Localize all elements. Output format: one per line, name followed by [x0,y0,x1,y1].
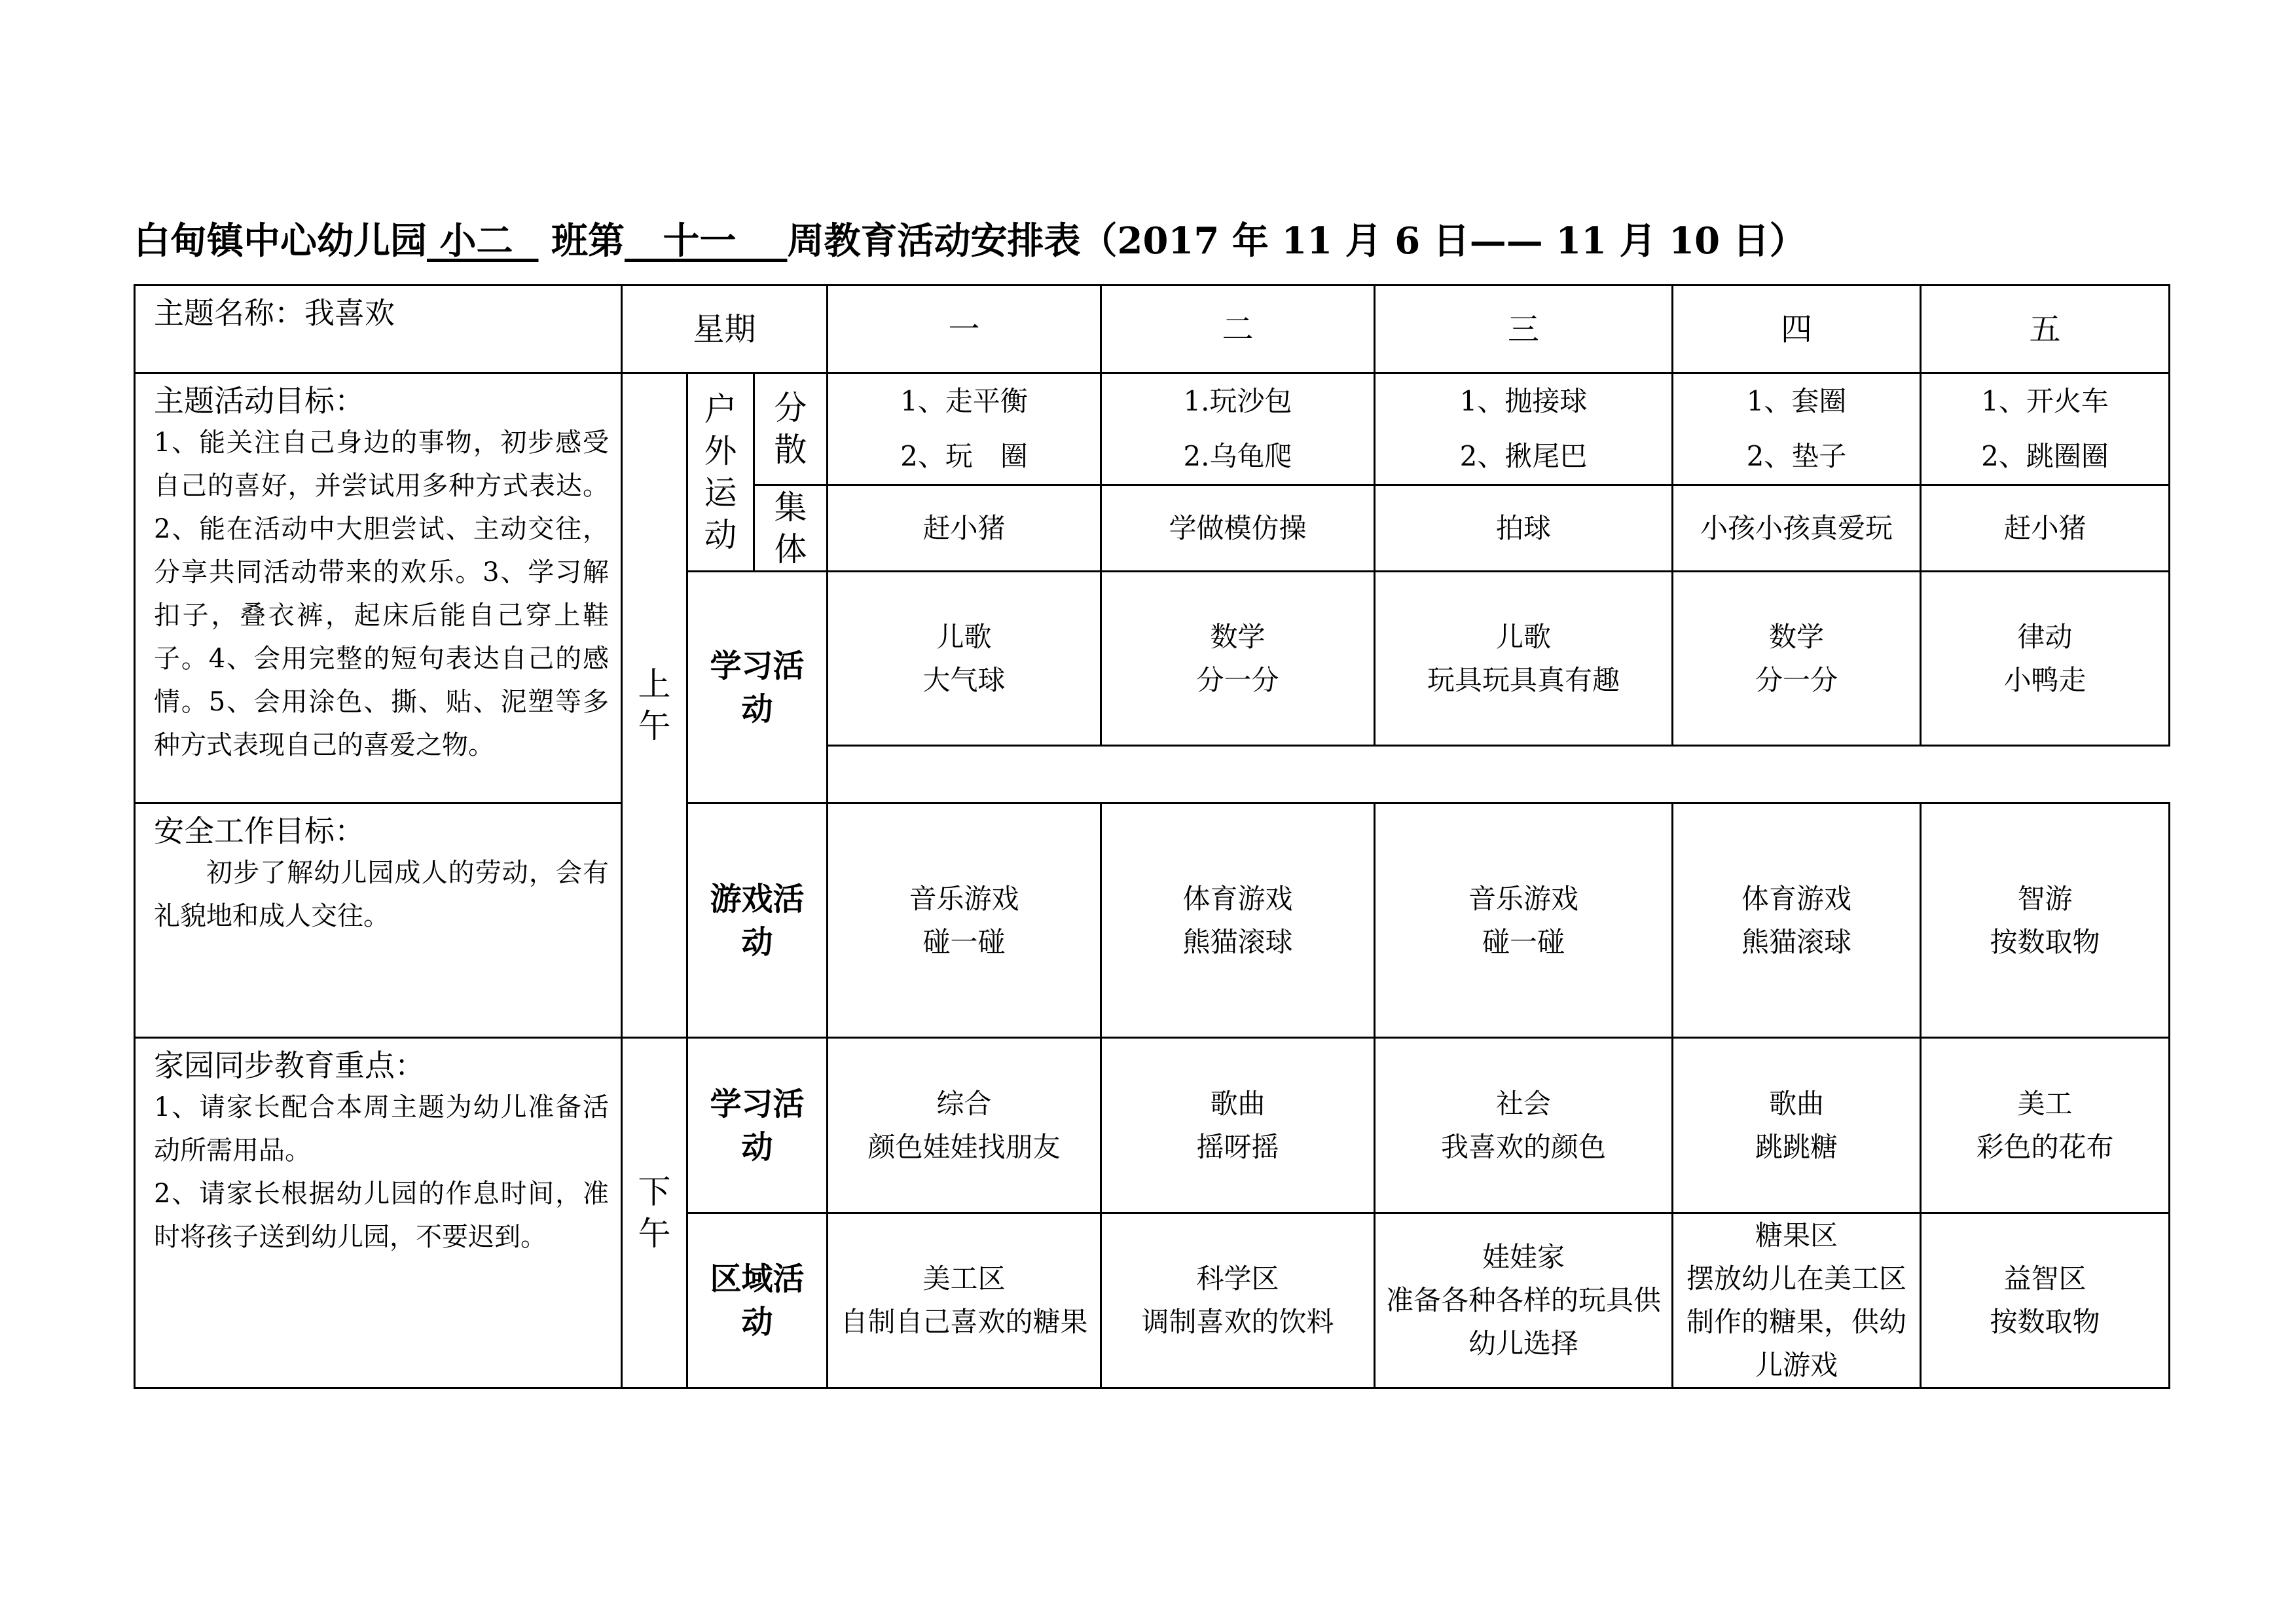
scattered-cell: 1.玩沙包 2.乌龟爬 [1101,373,1375,485]
safety-cell: 安全工作目标： 初步了解幼儿园成人的劳动，会有礼貌地和成人交往。 [135,803,622,1038]
am-study-cell: 数学 分一分 [1673,572,1921,746]
outdoor-label: 户 外 运 动 [687,373,754,572]
collective-cell: 赶小猪 [828,485,1101,572]
pm-study-cell: 社会 我喜欢的颜色 [1375,1038,1673,1213]
theme-name-cell: 主题名称：我喜欢 [135,286,622,373]
class-name: 小二 [439,219,513,263]
afternoon-label: 下 午 [622,1038,687,1388]
page-title: 白甸镇中心幼儿园 小二 班第 十一 周教育活动安排表（2017 年 11 月 6 日—— 11 月 10 日） [134,219,1806,263]
pm-study-cell: 综合 颜色娃娃找朋友 [828,1038,1101,1213]
area-label: 区域活 动 [687,1213,828,1388]
area-cell: 美工区 自制自己喜欢的糖果 [828,1213,1101,1388]
game-cell: 音乐游戏 碰一碰 [1375,803,1673,1038]
collective-cell: 拍球 [1375,485,1673,572]
safety-text: 初步了解幼儿园成人的劳动，会有礼貌地和成人交往。 [154,858,609,931]
game-cell: 音乐游戏 碰一碰 [828,803,1101,1038]
scattered-cell: 1、开火车 2、跳圈圈 [1921,373,2170,485]
week-number: 十一 [663,219,737,263]
day-4: 四 [1673,286,1921,373]
area-cell: 益智区 按数取物 [1921,1213,2170,1388]
pm-study-row [135,1038,2170,1213]
pm-study-cell: 歌曲 摇呀摇 [1101,1038,1375,1213]
am-study-label: 学习活 动 [687,572,828,803]
collective-cell: 学做模仿操 [1101,485,1375,572]
day-5: 五 [1921,286,2170,373]
home-item-2: 2、请家长根据幼儿园的作息时间，准时将孩子送到幼儿园，不要迟到。 [154,1179,609,1252]
game-cell: 体育游戏 熊猫滚球 [1101,803,1375,1038]
am-study-cell: 儿歌 玩具玩具真有趣 [1375,572,1673,746]
scattered-label: 分 散 [754,373,828,485]
game-label: 游戏活 动 [687,803,828,1038]
am-study-cell: 数学 分一分 [1101,572,1375,746]
pm-study-cell: 美工 彩色的花布 [1921,1038,2170,1213]
pm-study-cell: 歌曲 跳跳糖 [1673,1038,1921,1213]
game-cell: 智游 按数取物 [1921,803,2170,1038]
goals-cell: 主题活动目标： 1、能关注自己身边的事物，初步感受自己的喜好，并尝试用多种方式表达。2、能在活动中大胆尝试、主动交往，分享共同活动带来的欢乐。3、学习解扣子，叠衣裤，起床后能自己穿上鞋子。4、会用完整的短句表达自己的感情。5、会用涂色、撕、贴、泥塑等多种方式表现自己的喜爱之物。 [135,373,622,803]
day-3: 三 [1375,286,1673,373]
scattered-row [135,373,2170,485]
header-row [135,286,2170,373]
collective-label: 集 体 [754,485,828,572]
morning-label: 上 午 [622,373,687,1038]
schedule-table [134,284,2170,1389]
day-2: 二 [1101,286,1375,373]
am-study-cell: 儿歌 大气球 [828,572,1101,746]
collective-cell: 赶小猪 [1921,485,2170,572]
scattered-cell: 1、套圈 2、垫子 [1673,373,1921,485]
game-row [135,803,2170,1038]
area-cell: 糖果区 摆放幼儿在美工区制作的糖果，供幼儿游戏 [1673,1213,1921,1388]
scattered-cell: 1、走平衡 2、玩 圈 [828,373,1101,485]
area-cell: 科学区 调制喜欢的饮料 [1101,1213,1375,1388]
am-study-cell: 律动 小鸭走 [1921,572,2170,746]
day-1: 一 [828,286,1101,373]
scattered-cell: 1、抛接球 2、揪尾巴 [1375,373,1673,485]
pm-study-label: 学习活 动 [687,1038,828,1213]
collective-cell: 小孩小孩真爱玩 [1673,485,1921,572]
area-cell: 娃娃家 准备各种各样的玩具供幼儿选择 [1375,1213,1673,1388]
goals-text: 1、能关注自己身边的事物，初步感受自己的喜好，并尝试用多种方式表达。2、能在活动中大胆尝试、主动交往，分享共同活动带来的欢乐。3、学习解扣子，叠衣裤，起床后能自己穿上鞋子。4、会用完整的短句表达自己的感情。5、会用涂色、撕、贴、泥塑等多种方式表现自己的喜爱之物。 [154,428,609,760]
game-cell: 体育游戏 熊猫滚球 [1673,803,1921,1038]
home-item-1: 1、请家长配合本周主题为幼儿准备活动所需用品。 [154,1092,609,1166]
home-cell: 家园同步教育重点： 1、请家长配合本周主题为幼儿准备活动所需用品。 2、请家长根据幼儿园的作息时间，准时将孩子送到幼儿园，不要迟到。 [135,1038,622,1388]
weekday-label: 星期 [622,286,828,373]
